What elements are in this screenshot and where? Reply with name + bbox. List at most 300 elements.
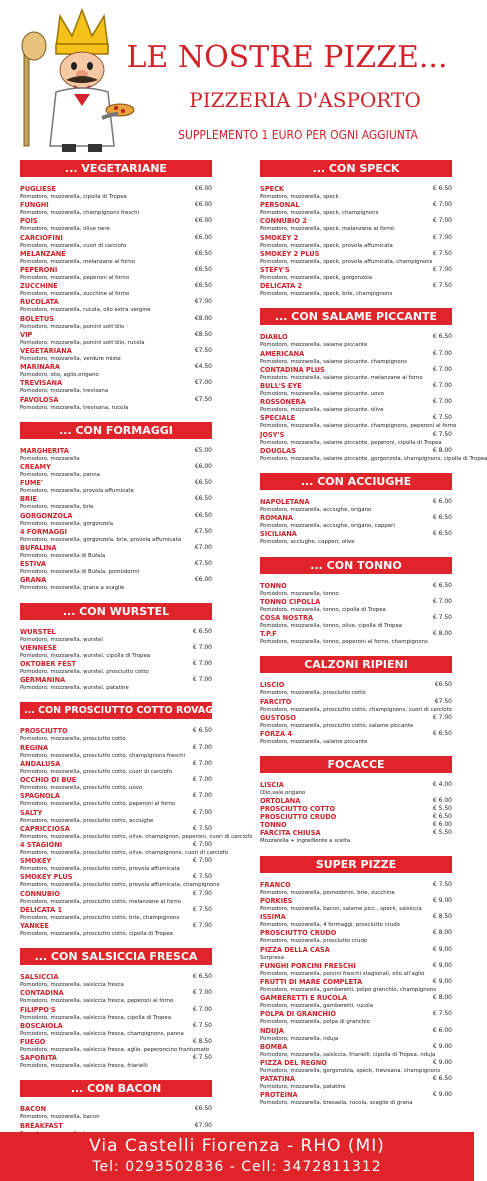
item-price: € 7.00 bbox=[432, 382, 452, 390]
item-description: Pomodoro, mozzarella, trevisana, rucola bbox=[20, 404, 129, 411]
item-description: Pomodoro, mozzarella, speck, gorgonzola bbox=[260, 275, 373, 282]
menu-item bbox=[20, 266, 212, 282]
menu-item bbox=[20, 727, 212, 743]
menu-item bbox=[20, 906, 212, 922]
page-title: LE NOSTRE PIZZE... bbox=[126, 40, 448, 75]
menu-item bbox=[20, 989, 212, 1005]
menu-item bbox=[20, 217, 212, 233]
item-description: Pomodoro, mozzarella, prosciutto cotto bbox=[260, 690, 366, 697]
item-name: CARCIOFINI bbox=[20, 233, 63, 242]
item-description: Pomodoro, mozzarella, zucchine al forno bbox=[20, 291, 130, 298]
section-title: CALZONI RIPIENI bbox=[260, 656, 452, 673]
item-price: €6.00 bbox=[194, 233, 212, 241]
item-name: BACON bbox=[20, 1105, 47, 1114]
item-price: € 7.00 bbox=[192, 759, 212, 767]
item-price: €7.50 bbox=[434, 697, 452, 705]
item-name: FAVOLOSA bbox=[20, 395, 59, 404]
menu-item bbox=[20, 890, 212, 906]
item-description: Pomodoro, mozzarella, acciughe, origano bbox=[260, 507, 372, 514]
item-price: € 6.00 bbox=[432, 797, 452, 805]
item-description: Pomodoro, mozzarella, prosciutto cotto, provola affumicata, champignons bbox=[20, 882, 220, 889]
item-description: Pomodoro, mozzarella, champignons freschi bbox=[20, 210, 140, 217]
item-name: SALSICCIA bbox=[20, 973, 59, 982]
item-price: € 7.00 bbox=[432, 349, 452, 357]
item-name: NDUJA bbox=[260, 1026, 284, 1035]
item-description: Pomodoro, mozzarella, prosciutto cotto, uovo bbox=[20, 785, 143, 792]
item-name: DIABLO bbox=[260, 333, 288, 342]
item-name: 4 FORMAGGI bbox=[20, 527, 68, 536]
menu-item bbox=[260, 366, 452, 382]
item-price: € 7.00 bbox=[192, 989, 212, 997]
menu-item bbox=[20, 495, 212, 511]
item-description: Pomodoro, mozzarella, prosciutto cotto, champignons, cuori di carciofo bbox=[260, 706, 452, 713]
menu-item bbox=[20, 809, 212, 825]
item-description: Pomodoro, mozzarella, trevisana bbox=[20, 388, 109, 395]
menu-item bbox=[260, 630, 452, 646]
item-description: Pomodoro, mozzarella, provola affumicata bbox=[20, 488, 134, 495]
item-name: NAPOLETANA bbox=[260, 498, 310, 507]
item-name: ROMANA bbox=[260, 514, 293, 523]
menu-item bbox=[20, 250, 212, 266]
menu-item bbox=[260, 897, 452, 913]
item-name: CONNUBIO bbox=[20, 889, 60, 898]
item-price: € 7.00 bbox=[432, 201, 452, 209]
item-price: € 6.50 bbox=[432, 730, 452, 738]
menu-item bbox=[260, 994, 452, 1010]
menu-item bbox=[20, 396, 212, 412]
item-description: Pomodoro, mozzarella, porcini sott'olio bbox=[20, 323, 125, 330]
menu-item bbox=[20, 1105, 212, 1121]
menu-item bbox=[260, 266, 452, 282]
menu-item bbox=[260, 813, 452, 821]
item-description: Pomodoro, mozzarella, speck, brie, champignons bbox=[260, 291, 393, 298]
item-name: RUCOLATA bbox=[20, 298, 59, 307]
menu-section bbox=[20, 160, 212, 412]
menu-item bbox=[20, 479, 212, 495]
item-description: Pomodoro, mozzarella, salame piccante, melanzane al forno bbox=[260, 374, 423, 381]
item-name: SPAGNOLA bbox=[20, 792, 60, 801]
item-description: Pomodoro, mozzarella, 4 formaggi, prosciutto crudo bbox=[260, 922, 400, 929]
menu-item bbox=[260, 217, 452, 233]
item-name: FUEGO bbox=[20, 1037, 46, 1046]
item-description: Pomodoro, mozzarella, porcini freschi stagionali, olio all'aglio bbox=[260, 970, 425, 977]
section-title: SUPER PIZZE bbox=[260, 856, 452, 873]
item-price: € 7.50 bbox=[192, 1054, 212, 1062]
item-name: CREAMY bbox=[20, 463, 51, 472]
item-price: € 6.50 bbox=[192, 627, 212, 635]
menu-item bbox=[20, 873, 220, 889]
menu-item bbox=[260, 333, 452, 349]
item-price: €6.00 bbox=[194, 217, 212, 225]
item-description: Pomodoro, mozzarella, polpa di granchio bbox=[260, 1019, 370, 1026]
menu-item bbox=[20, 644, 212, 660]
item-name: DOUGLAS bbox=[260, 446, 296, 455]
item-description: Pomodoro, mozzarella, speck, champignons bbox=[260, 210, 379, 217]
item-description: Pomodoro, mozzarella, speck bbox=[260, 194, 339, 200]
item-price: € 8.00 bbox=[432, 994, 452, 1002]
item-price: € 7.00 bbox=[192, 643, 212, 651]
item-price: € 9.00 bbox=[432, 977, 452, 985]
item-description: Pomodoro, mozzarella, salame piccante, olive bbox=[260, 407, 384, 414]
item-price: € 7.00 bbox=[192, 857, 212, 865]
menu-item bbox=[20, 760, 212, 776]
item-description: Pomodoro, mozzarella, olive nere bbox=[20, 226, 110, 233]
menu-section bbox=[260, 308, 487, 463]
section-title: ... CON WURSTEL bbox=[20, 603, 212, 620]
item-price: € 6.50 bbox=[432, 333, 452, 341]
menu-item bbox=[260, 821, 452, 829]
item-name: FRANCO bbox=[260, 880, 291, 889]
footer-contact bbox=[0, 1132, 474, 1181]
item-price: € 6.50 bbox=[192, 727, 212, 735]
item-name: CONTADINA bbox=[20, 989, 64, 998]
item-price: €6.50 bbox=[434, 681, 452, 689]
item-name: POLPA DI GRANCHIO bbox=[260, 1010, 337, 1019]
item-price: €7.00 bbox=[194, 298, 212, 306]
left-menu-column bbox=[20, 160, 253, 1148]
item-name: T.P.F bbox=[260, 630, 277, 639]
item-price: €6.50 bbox=[194, 479, 212, 487]
menu-item bbox=[20, 973, 212, 989]
item-name: ISSIMA bbox=[260, 913, 286, 922]
menu-item bbox=[20, 315, 212, 331]
item-description: Pomodoro, mozzarella, porcini sott'olio, rucola bbox=[20, 339, 145, 346]
item-name: BULL'S EYE bbox=[260, 382, 302, 391]
item-description: Pomodoro, mozzarella, wurstel bbox=[20, 636, 103, 643]
menu-item bbox=[260, 282, 452, 298]
item-price: € 7.00 bbox=[432, 233, 452, 241]
item-price: € 7.50 bbox=[192, 873, 212, 881]
menu-item bbox=[260, 797, 452, 805]
item-description: Pomodoro, mozzarella, bresaola, rucola, scaglie di grana bbox=[260, 1100, 413, 1107]
item-price: € 5.50 bbox=[432, 829, 452, 837]
item-price: € 9.00 bbox=[432, 1058, 452, 1066]
menu-item bbox=[260, 598, 452, 614]
item-price: € 8.50 bbox=[192, 1037, 212, 1045]
menu-item bbox=[20, 447, 212, 463]
section-title: ... CON TONNO bbox=[260, 557, 452, 574]
item-description: Olio,sale,origano bbox=[260, 790, 306, 797]
item-price: €6.00 bbox=[194, 463, 212, 471]
menu-section bbox=[260, 160, 452, 298]
item-price: € 7.00 bbox=[192, 743, 212, 751]
item-description: Pomodoro, mozzarella, salame piccante, champignons bbox=[260, 358, 407, 365]
menu-item bbox=[260, 698, 452, 714]
item-name: MARINARA bbox=[20, 363, 60, 372]
item-price: € 6.00 bbox=[432, 1026, 452, 1034]
item-description: Pomodoro, mozzarella, prosciutto crudo bbox=[260, 938, 368, 945]
item-price: € 6.50 bbox=[432, 1075, 452, 1083]
item-description: Pomodoro, mozzarella di Bufala, pomodorini bbox=[20, 569, 140, 576]
item-description: Pomodoro, mozzarella, tonno, peperoni al forno, champignons bbox=[260, 639, 428, 646]
section-title: ... VEGETARIANE bbox=[20, 160, 212, 177]
item-price: €6.00 bbox=[194, 576, 212, 584]
item-name: LISCIA bbox=[260, 781, 284, 790]
menu-item bbox=[20, 628, 212, 644]
item-name: YANKEE bbox=[20, 921, 49, 930]
menu-item bbox=[20, 185, 212, 201]
item-name: FUME' bbox=[20, 479, 43, 488]
item-description: Pomodoro, mozzarella, speck, melanzane al forno bbox=[260, 226, 395, 233]
item-name: FILIPPO'S bbox=[20, 1005, 56, 1014]
menu-item bbox=[20, 560, 212, 576]
menu-item bbox=[20, 792, 212, 808]
section-title: ... CON SPECK bbox=[260, 160, 452, 177]
item-name: PIZZA DEL REGNO bbox=[260, 1058, 327, 1067]
menu-header bbox=[0, 0, 474, 160]
menu-item bbox=[260, 714, 452, 730]
item-name: VEGETARIANA bbox=[20, 347, 72, 356]
item-description: Pomodoro, mozzarella, salame piccante bbox=[260, 739, 368, 746]
item-price: € 9.00 bbox=[432, 961, 452, 969]
footer-phones: Tel: 0293502836 - Cell: 3472811312 bbox=[92, 1159, 382, 1175]
item-name: ORTOLANA bbox=[260, 797, 301, 806]
menu-item bbox=[260, 913, 452, 929]
menu-section bbox=[20, 948, 212, 1070]
section-title: ... CON SALAME PICCANTE bbox=[260, 308, 452, 325]
item-name: 4 STAGIONI bbox=[20, 840, 63, 849]
item-name: TONNO CIPOLLA bbox=[260, 597, 321, 606]
item-price: € 7.00 bbox=[192, 660, 212, 668]
item-price: €6.00 bbox=[194, 201, 212, 209]
item-price: €5.00 bbox=[194, 446, 212, 454]
item-name: MARGHERITA bbox=[20, 446, 69, 455]
item-name: PORKIES bbox=[260, 896, 293, 905]
item-name: VIENNESE bbox=[20, 643, 57, 652]
item-description: Pomodoro, mozzarella, wurstel, patatine bbox=[20, 685, 129, 692]
menu-section bbox=[20, 422, 212, 593]
item-description: Pomodoro, mozzarella, salsiccia fresca, champignons, panna bbox=[20, 1030, 184, 1037]
item-name: PROTEINA bbox=[260, 1091, 298, 1100]
menu-item bbox=[20, 544, 212, 560]
item-price: €7.00 bbox=[194, 1121, 212, 1129]
item-description: Pomodoro, acciughe, capperi, olive bbox=[260, 539, 355, 546]
item-description: Pomodoro, olio, aglio,origano bbox=[20, 372, 99, 379]
menu-section bbox=[260, 473, 452, 547]
menu-item bbox=[260, 781, 452, 797]
menu-item bbox=[260, 250, 452, 266]
item-name: FUNGHI PORCINI FRESCHI bbox=[260, 961, 356, 970]
menu-item bbox=[260, 1059, 452, 1075]
item-name: MELANZANE bbox=[20, 249, 66, 258]
item-description: Mozzarella + ingrediente a scelta bbox=[260, 838, 351, 845]
item-price: € 7.50 bbox=[192, 1021, 212, 1029]
item-name: LISCIO bbox=[260, 681, 285, 690]
item-name: FRUTTI DI MARE COMPLETA bbox=[260, 977, 363, 986]
item-description: Pomodoro, mozzarella, salame piccante, gorgonzola, champignons, cipolla di Tropea bbox=[260, 455, 487, 462]
item-name: PERSONAL bbox=[260, 201, 300, 210]
item-price: € 6.50 bbox=[432, 514, 452, 522]
item-price: € 7.00 bbox=[192, 921, 212, 929]
item-description: Pomodoro, mozzarella, cuori di carciofo bbox=[20, 242, 127, 249]
item-price: € 6.50 bbox=[432, 530, 452, 538]
item-price: € 7.50 bbox=[432, 1010, 452, 1018]
item-name: SPECK bbox=[260, 185, 285, 193]
item-price: € 4.00 bbox=[432, 781, 452, 789]
item-description: Pomodoro, mozzarella, salsiccia fresca, peperoni al forno bbox=[20, 998, 174, 1005]
item-price: €8.50 bbox=[194, 330, 212, 338]
item-description: Pomodoro, mozzarella, bacon bbox=[20, 1114, 100, 1121]
item-name: ROSSONERA bbox=[260, 398, 306, 407]
menu-item bbox=[260, 681, 452, 697]
menu-item bbox=[20, 922, 212, 938]
item-price: € 5.50 bbox=[432, 805, 452, 813]
menu-item bbox=[20, 840, 228, 857]
menu-item bbox=[20, 1054, 212, 1070]
menu-item bbox=[20, 379, 212, 395]
menu-item bbox=[260, 350, 452, 366]
section-title: ... CON SALSICCIA FRESCA bbox=[20, 948, 212, 965]
item-price: €7.50 bbox=[194, 347, 212, 355]
menu-section bbox=[260, 756, 452, 845]
item-name: SMOKEY 2 PLUS bbox=[260, 249, 320, 258]
item-price: € 6.50 bbox=[192, 973, 212, 981]
item-description: Pomodoro, mozzarella, cipolla di Tropea bbox=[20, 194, 127, 200]
menu-item bbox=[20, 1022, 212, 1038]
item-price: € 9.00 bbox=[432, 945, 452, 953]
item-price: € 9.00 bbox=[432, 1042, 452, 1050]
menu-section bbox=[260, 856, 452, 1108]
item-name: SPECIALE bbox=[260, 414, 296, 423]
item-name: DELICATA 1 bbox=[20, 905, 63, 914]
page-subtitle: PIZZERIA D'ASPORTO bbox=[189, 88, 421, 112]
item-description: Pomodoro, mozzarella, prosciutto cotto, melanzane al forno bbox=[20, 898, 181, 905]
item-price: €7.50 bbox=[194, 395, 212, 403]
item-name: SICILIANA bbox=[260, 530, 297, 539]
item-name: TREVISANA bbox=[20, 379, 63, 388]
right-menu-column bbox=[260, 160, 487, 1118]
item-description: Pomodoro, mozzarella, prosciutto cotto, acciughe bbox=[20, 817, 154, 824]
item-price: € 8.00 bbox=[432, 630, 452, 638]
item-description: Pomodoro, mozzarella, acciughe, origano, capperi bbox=[260, 523, 395, 530]
item-price: €6.50 bbox=[194, 495, 212, 503]
item-price: € 7.50 bbox=[192, 905, 212, 913]
item-name: BREAKFAST bbox=[20, 1121, 63, 1130]
item-price: € 7.50 bbox=[432, 614, 452, 622]
item-description: Pomodoro, mozzarella, patatine bbox=[260, 1084, 346, 1091]
item-description: Pomodoro, mozzarella, gorgonzola, brie, provola affumicata bbox=[20, 536, 181, 543]
item-price: € 6.50 bbox=[432, 185, 452, 192]
item-description: Pomodoro, mozzarella, speck, provola affumicata, champignons bbox=[260, 258, 433, 265]
item-name: PUGLIESE bbox=[20, 185, 57, 193]
item-description: Pomodoro, mozzarella, wurstel, cipolla di Tropea bbox=[20, 652, 151, 659]
item-price: € 6.00 bbox=[432, 821, 452, 829]
menu-item bbox=[260, 946, 452, 962]
section-title: ... CON ACCIUGHE bbox=[260, 473, 452, 490]
item-name: GORGONZOLA bbox=[20, 511, 73, 520]
item-description: Pomodoro, mozzarella, salsiccia fresca, friarielli bbox=[20, 1063, 148, 1070]
menu-item bbox=[260, 962, 452, 978]
item-price: €7.50 bbox=[194, 527, 212, 535]
item-price: € 6.00 bbox=[432, 498, 452, 506]
item-name: FARCITO bbox=[260, 697, 292, 706]
menu-item bbox=[260, 1010, 452, 1026]
item-price: €6.50 bbox=[194, 282, 212, 290]
menu-item bbox=[20, 776, 212, 792]
item-description: Pomodoro, mozzarella, grana a scaglie bbox=[20, 585, 125, 592]
item-description: Pomodoro, mozzarella, gorgonzola bbox=[20, 520, 114, 527]
item-price: € 7.00 bbox=[192, 792, 212, 800]
item-name: ZUCCHINE bbox=[20, 282, 58, 291]
item-name: PROSCIUTTO bbox=[20, 727, 68, 736]
item-description: Pomodoro, mozzarella, tonno bbox=[260, 590, 339, 597]
item-name: OCCHIO DI BUE bbox=[20, 776, 77, 785]
item-price: €6.50 bbox=[194, 266, 212, 274]
item-description: Pomodoro, mozzarella, salsiccia fresca bbox=[20, 982, 124, 989]
item-name: AMERICANA bbox=[260, 349, 305, 358]
item-description: Pomodoro, mozzarella, gamberetti, rucola bbox=[260, 1003, 374, 1010]
menu-section bbox=[20, 603, 212, 693]
item-description: Pomodoro, mozzarella, salsiccia fresca, aglio, peperoncino frantumato bbox=[20, 1046, 210, 1053]
item-description: Pomodoro, mozzarella, prosciutto cotto, peperoni al forno bbox=[20, 801, 176, 808]
item-price: € 7.50 bbox=[432, 430, 452, 438]
supplement-note: SUPPLEMENTO 1 EURO PER OGNI AGGIUNTA bbox=[178, 128, 418, 142]
section-title: ... CON PROSCIUTTO COTTO ROVAGNATI bbox=[20, 702, 212, 719]
item-price: €7.00 bbox=[194, 544, 212, 552]
item-price: €6.50 bbox=[194, 1105, 212, 1113]
item-description: Pomodoro, mozzarella, tonno, cipolla di Tropea bbox=[260, 606, 386, 613]
item-description: Pomodoro, mozzarella, prosciutto cotto bbox=[20, 736, 126, 743]
menu-item bbox=[260, 1043, 452, 1059]
item-description: Sorpresa bbox=[260, 954, 284, 961]
item-name: CAPRICCIOSA bbox=[20, 824, 70, 833]
menu-item bbox=[20, 331, 212, 347]
item-name: BRIE bbox=[20, 495, 38, 504]
menu-item bbox=[260, 514, 452, 530]
item-name: VIP bbox=[20, 330, 33, 339]
item-description: Pomodoro, mozzarella, salsiccia fresca, cipolla di Tropea bbox=[20, 1014, 172, 1021]
item-name: SAPORITA bbox=[20, 1054, 57, 1063]
item-price: €4.50 bbox=[194, 363, 212, 371]
item-price: €8.00 bbox=[194, 314, 212, 322]
section-title: ... CON BACON bbox=[20, 1080, 212, 1097]
item-price: € 7.00 bbox=[432, 597, 452, 605]
menu-item bbox=[20, 528, 212, 544]
item-name: GERMANINA bbox=[20, 676, 66, 685]
item-price: € 8.00 bbox=[432, 929, 452, 937]
item-name: TONNO bbox=[260, 581, 287, 590]
item-description: Pomodoro, mozzarella, prosciutto cotto, cipolla di Tropea bbox=[20, 930, 173, 937]
menu-item bbox=[20, 660, 212, 676]
item-description: Pomodoro, mozzarella, prosciutto cotto, olive, champignons, cuori di carciofo bbox=[20, 849, 228, 856]
item-name: TONNO bbox=[260, 821, 287, 830]
item-description: Pomodoro, mozzarella, verdure miste bbox=[20, 356, 121, 363]
menu-item bbox=[260, 805, 452, 813]
item-price: € 7.00 bbox=[432, 217, 452, 225]
item-name: STEFY'S bbox=[260, 266, 290, 275]
item-description: Pomodoro, mozzarella, tonno, olive, cipolla di Tropea bbox=[260, 623, 403, 630]
menu-item bbox=[260, 881, 452, 897]
item-name: SMOKEY PLUS bbox=[20, 873, 73, 882]
item-name: BOMBA bbox=[260, 1042, 288, 1051]
menu-item bbox=[260, 829, 452, 845]
item-price: € 7.50 bbox=[432, 880, 452, 888]
item-description: Pomodoro, mozzarella, gamberetti, polpo granchio, champignons bbox=[260, 986, 437, 993]
menu-item bbox=[260, 1075, 452, 1091]
item-name: WURSTEL bbox=[20, 627, 56, 636]
menu-item bbox=[260, 530, 452, 546]
item-name: SMOKEY 2 bbox=[260, 233, 299, 242]
menu-item bbox=[20, 857, 212, 873]
menu-item bbox=[20, 298, 212, 314]
menu-item bbox=[260, 431, 452, 447]
item-description: Pomodoro, mozzarella, prosciutto cotto, cuori di carciofo bbox=[20, 768, 173, 775]
item-name: GAMBERETTI E RUCOLA bbox=[260, 994, 348, 1003]
item-name: PATATINA bbox=[260, 1075, 295, 1084]
item-description: Pomodoro, mozzarella, rucola, olio extra vergine bbox=[20, 307, 151, 314]
item-name: CONNUBIO 2 bbox=[260, 217, 307, 226]
item-name: FUNGHI bbox=[20, 201, 49, 210]
